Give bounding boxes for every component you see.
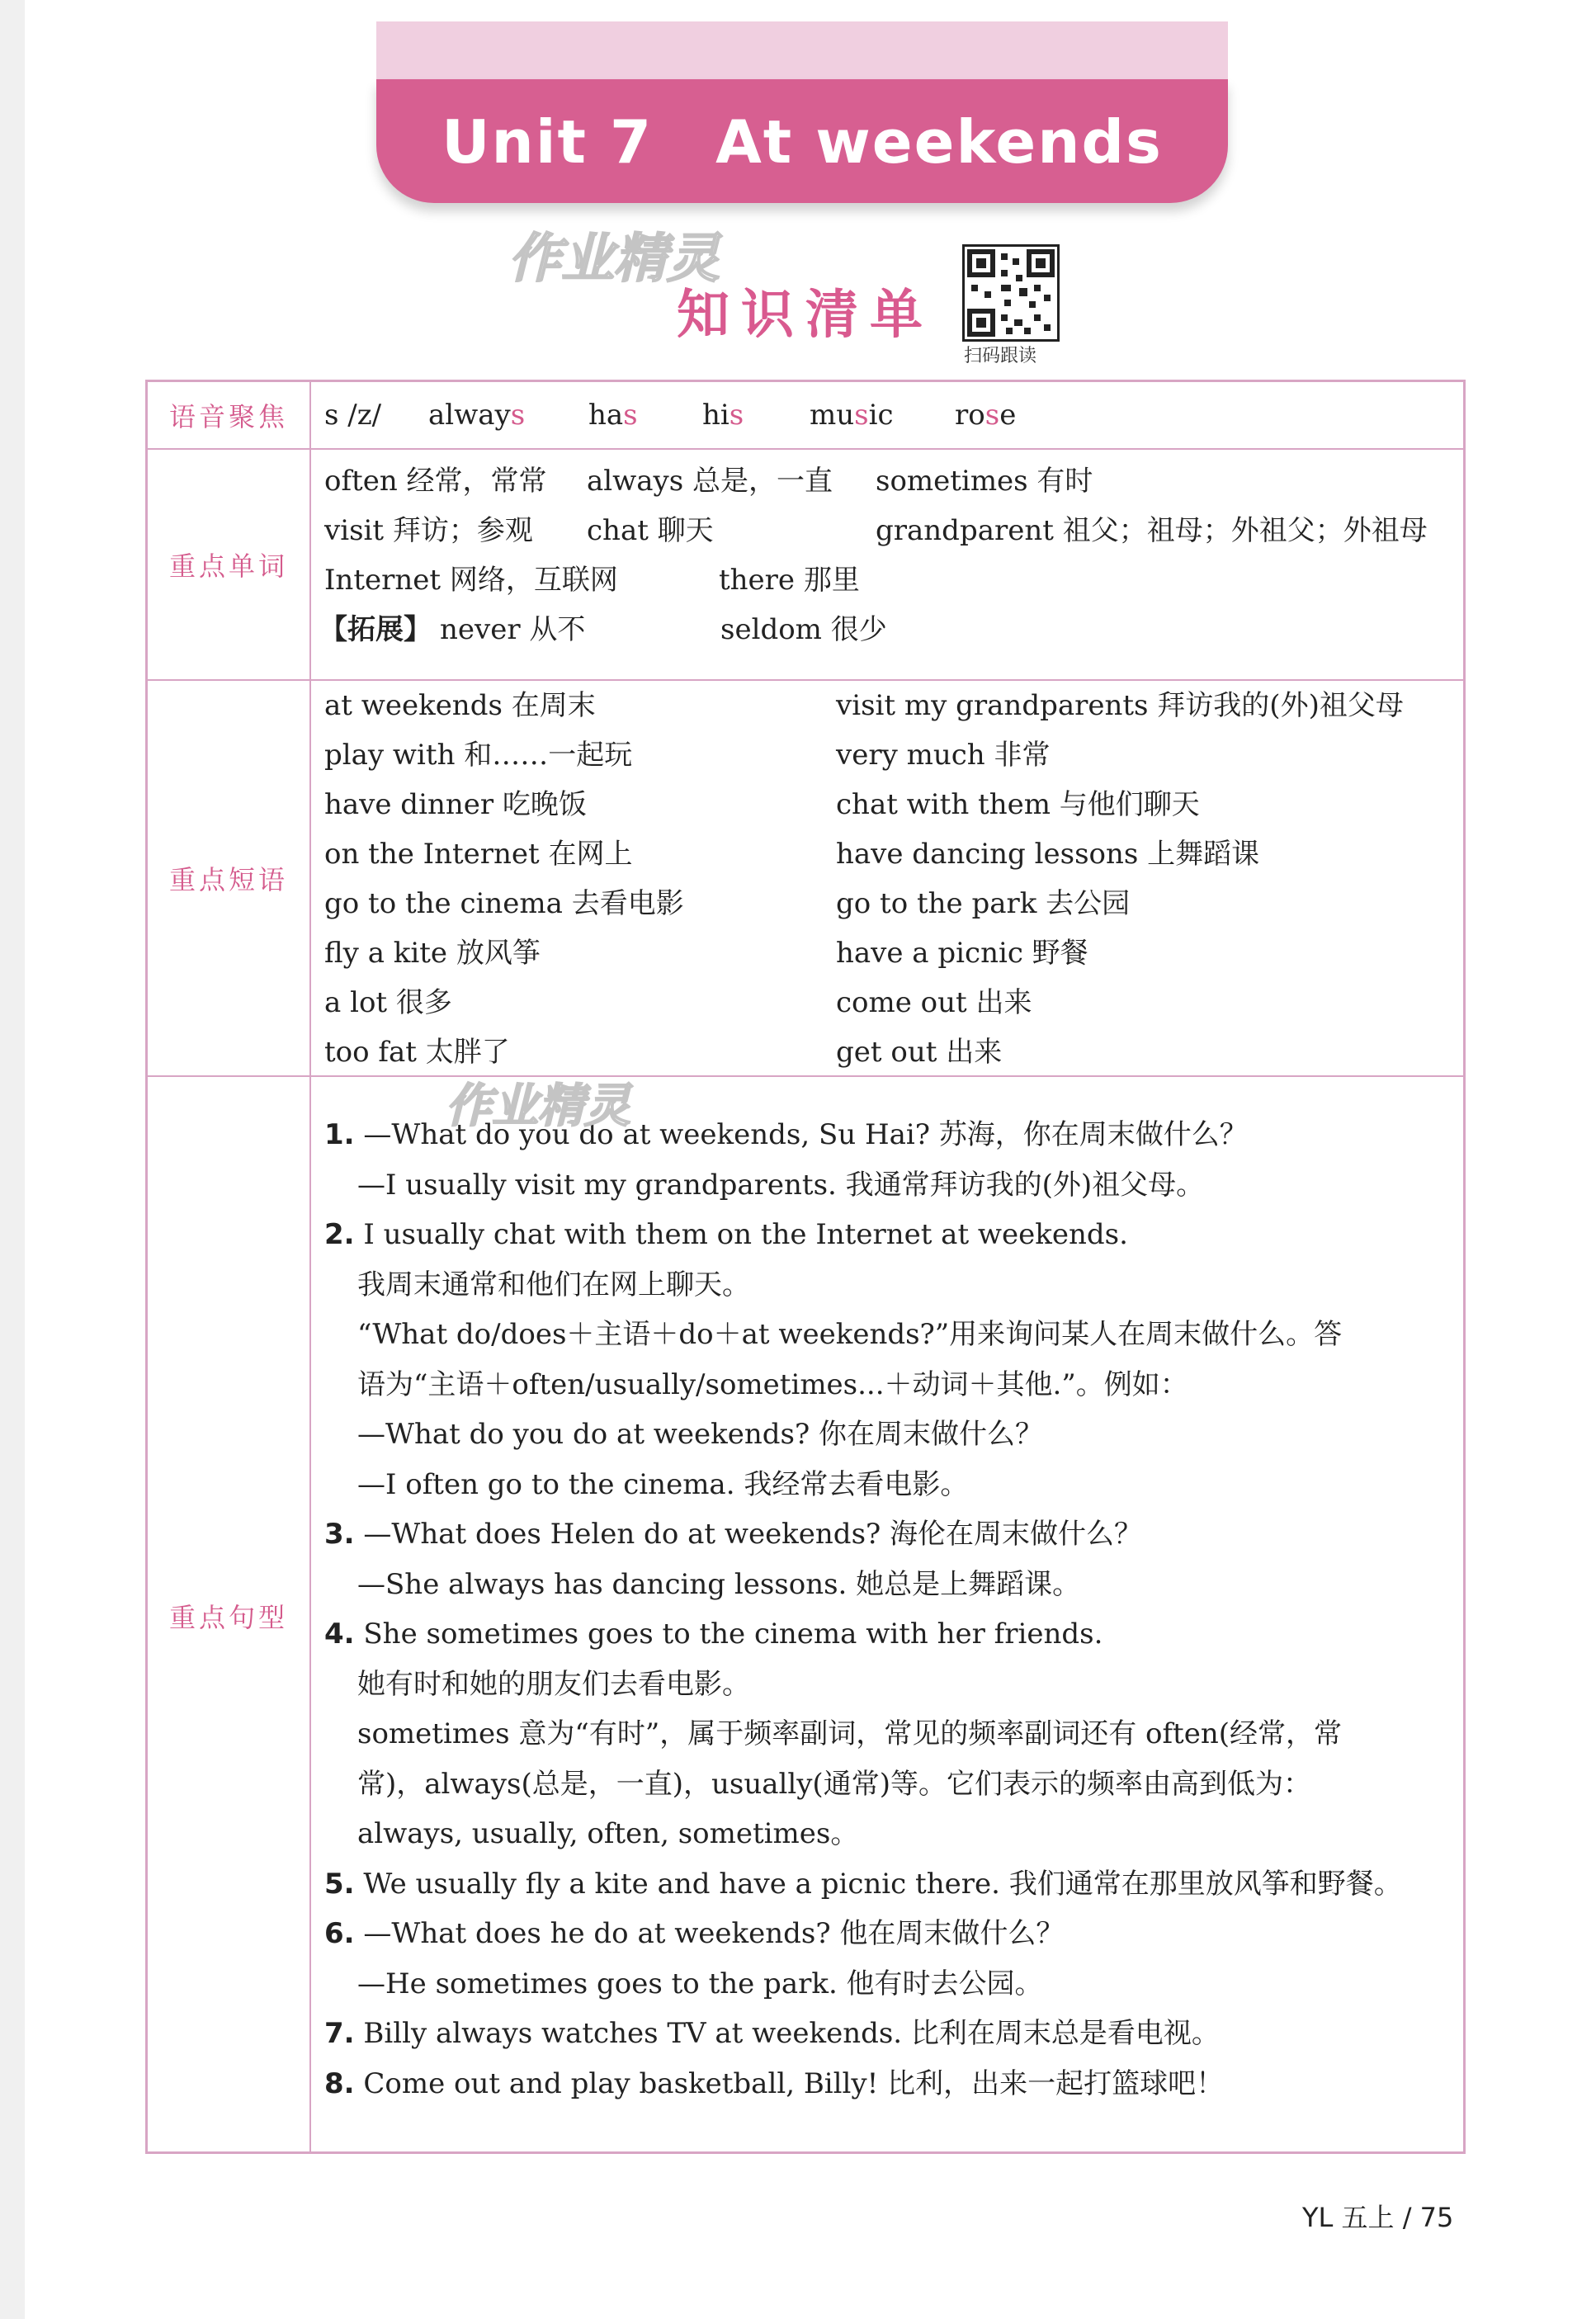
sentence-number: 1. xyxy=(324,1118,355,1151)
sentence-number: 5. xyxy=(324,1867,355,1901)
phrase-item: on the Internet 在网上 xyxy=(324,838,633,871)
phrase-item: chat with them 与他们聊天 xyxy=(836,788,1200,821)
sentence-number: 3. xyxy=(324,1518,355,1551)
row-label: 重点短语 xyxy=(148,681,311,1075)
sentence-number: 4. xyxy=(324,1618,355,1651)
watermark: 作业精灵 xyxy=(508,229,720,290)
sentence-number: 2. xyxy=(324,1218,355,1251)
sentence-line xyxy=(357,1759,1447,1809)
phrase-item: fly a kite 放风筝 xyxy=(324,937,541,970)
sentence-line xyxy=(324,1210,1447,1259)
sentence-text: 我周末通常和他们在网上聊天。 xyxy=(357,1268,750,1301)
sentence-text: We usually fly a kite and have a picnic there. 我们通常在那里放风筝和野餐。 xyxy=(363,1867,1402,1901)
row-key-words xyxy=(148,450,1463,681)
sentence-text: —What do you do at weekends, Su Hai? 苏海，你在周末做什么？ xyxy=(363,1118,1248,1151)
phonics-word: always xyxy=(428,399,526,432)
sentence-text: 常)，always(总是，一直)，usually(通常)等。它们表示的频率由高到低为： xyxy=(357,1767,1311,1801)
sentence-line xyxy=(357,1260,1447,1310)
watermark: 作业精灵 xyxy=(446,1079,630,1133)
phrase-item: have dancing lessons 上舞蹈课 xyxy=(836,838,1260,871)
word-item: sometimes 有时 xyxy=(876,465,1093,498)
sentence-number: 8. xyxy=(324,2066,355,2100)
phonics-word: music xyxy=(810,399,894,432)
phrase-item: have a picnic 野餐 xyxy=(836,937,1088,970)
sentence-line xyxy=(357,1959,1447,2009)
unit-number: Unit 7 xyxy=(441,107,654,177)
sentence-text: 她有时和她的朋友们去看电影。 xyxy=(357,1667,750,1701)
sentence-text: always, usually, often, sometimes。 xyxy=(357,1817,859,1850)
word-item: visit 拜访；参观 xyxy=(324,514,533,547)
word-item: Internet 网络，互联网 xyxy=(324,564,618,597)
sentence-line xyxy=(324,1609,1447,1659)
sentence-line xyxy=(357,1460,1447,1509)
sentence-number: 6. xyxy=(324,1917,355,1950)
phrase-item: get out 出来 xyxy=(836,1036,1003,1069)
sentence-line xyxy=(357,1310,1447,1359)
row-label: 重点单词 xyxy=(148,450,311,679)
phrase-item: have dinner 吃晚饭 xyxy=(324,788,587,821)
row-key-sentences xyxy=(148,1077,1463,2154)
phrase-item: go to the cinema 去看电影 xyxy=(324,887,684,920)
word-item: never 从不 xyxy=(440,613,586,646)
sentence-text: —I often go to the cinema. 我经常去看电影。 xyxy=(357,1467,969,1501)
sentence-line xyxy=(357,1360,1447,1410)
phrase-item: a lot 很多 xyxy=(324,986,452,1019)
word-item: grandparent 祖父；祖母；外祖父；外祖母 xyxy=(876,514,1428,547)
sentence-text: —He sometimes goes to the park. 他有时去公园。 xyxy=(357,1967,1043,2000)
phrase-item: visit my grandparents 拜访我的(外)祖父母 xyxy=(836,689,1404,722)
phonics-word: has xyxy=(588,399,638,432)
phonics-rule: s /z/ xyxy=(324,399,382,432)
sentence-text: sometimes 意为“有时”，属于频率副词，常见的频率副词还有 often(经常，常 xyxy=(357,1717,1343,1750)
extension-tag: 【拓展】 xyxy=(319,613,432,646)
row-key-phrases xyxy=(148,681,1463,1077)
sentence-line xyxy=(324,2059,1447,2109)
sentence-text: I usually chat with them on the Internet at weekends. xyxy=(363,1218,1128,1251)
phrase-item: too fat 太胖了 xyxy=(324,1036,510,1069)
unit-banner xyxy=(376,79,1228,203)
page-edge xyxy=(0,0,25,2319)
sentence-number: 7. xyxy=(324,2017,355,2050)
sentence-line xyxy=(324,1509,1447,1559)
sentence-text: 语为“主语＋often/usually/sometimes...＋动词＋其他.”。例如： xyxy=(357,1367,1188,1401)
sentence-line xyxy=(357,1160,1447,1210)
row-label: 语音聚焦 xyxy=(148,382,311,448)
phrase-item: at weekends 在周末 xyxy=(324,689,596,722)
sentence-text: She sometimes goes to the cinema with her friends. xyxy=(363,1618,1103,1651)
phrase-item: very much 非常 xyxy=(836,739,1051,772)
unit-name: At weekends xyxy=(715,107,1163,177)
sentence-line xyxy=(357,1560,1447,1609)
phrase-item: come out 出来 xyxy=(836,986,1032,1019)
sentence-line xyxy=(324,1859,1447,1909)
section-heading: 知识清单 xyxy=(677,285,934,346)
phonics-word: his xyxy=(702,399,744,432)
sentence-line xyxy=(357,1809,1447,1859)
phonics-word: rose xyxy=(955,399,1017,432)
sentence-line xyxy=(357,1660,1447,1709)
sentence-line xyxy=(357,1709,1447,1759)
word-item: there 那里 xyxy=(719,564,860,597)
unit-title xyxy=(376,107,1228,177)
phrase-item: go to the park 去公园 xyxy=(836,887,1131,920)
sentence-line xyxy=(324,1909,1447,1958)
sentence-text: —What do you do at weekends? 你在周末做什么？ xyxy=(357,1418,1044,1451)
sentence-text: —What does Helen do at weekends? 海伦在周末做什么？ xyxy=(363,1518,1143,1551)
sentence-text: —I usually visit my grandparents. 我通常拜访我的(外)祖父母。 xyxy=(357,1168,1205,1202)
knowledge-table xyxy=(145,380,1466,2154)
word-item: chat 聊天 xyxy=(587,514,714,547)
word-item: seldom 很少 xyxy=(720,613,887,646)
banner-top-strip xyxy=(376,21,1228,81)
sentence-text: —She always has dancing lessons. 她总是上舞蹈课。 xyxy=(357,1567,1081,1601)
sentence-text: —What does he do at weekends? 他在周末做什么？ xyxy=(363,1917,1065,1950)
sentence-text: “What do/does＋主语＋do＋at weekends?”用来询问某人在周末做什么。答 xyxy=(357,1318,1343,1351)
sentence-text: Billy always watches TV at weekends. 比利在周末总是看电视。 xyxy=(363,2017,1220,2050)
sentence-line xyxy=(357,1410,1447,1459)
phrase-item: play with 和……一起玩 xyxy=(324,739,633,772)
word-item: always 总是，一直 xyxy=(587,465,833,498)
word-item: often 经常，常常 xyxy=(324,465,547,498)
page-footer: YL 五上 / 75 xyxy=(1302,2202,1454,2233)
qr-caption: 扫码跟读 xyxy=(964,346,1037,366)
row-label: 重点句型 xyxy=(148,1077,311,2154)
row-phonics xyxy=(148,382,1463,450)
qr-code-icon[interactable] xyxy=(962,244,1060,342)
sentence-line xyxy=(324,2009,1447,2058)
sentence-text: Come out and play basketball, Billy! 比利，出来一起打篮球吧！ xyxy=(363,2066,1225,2100)
